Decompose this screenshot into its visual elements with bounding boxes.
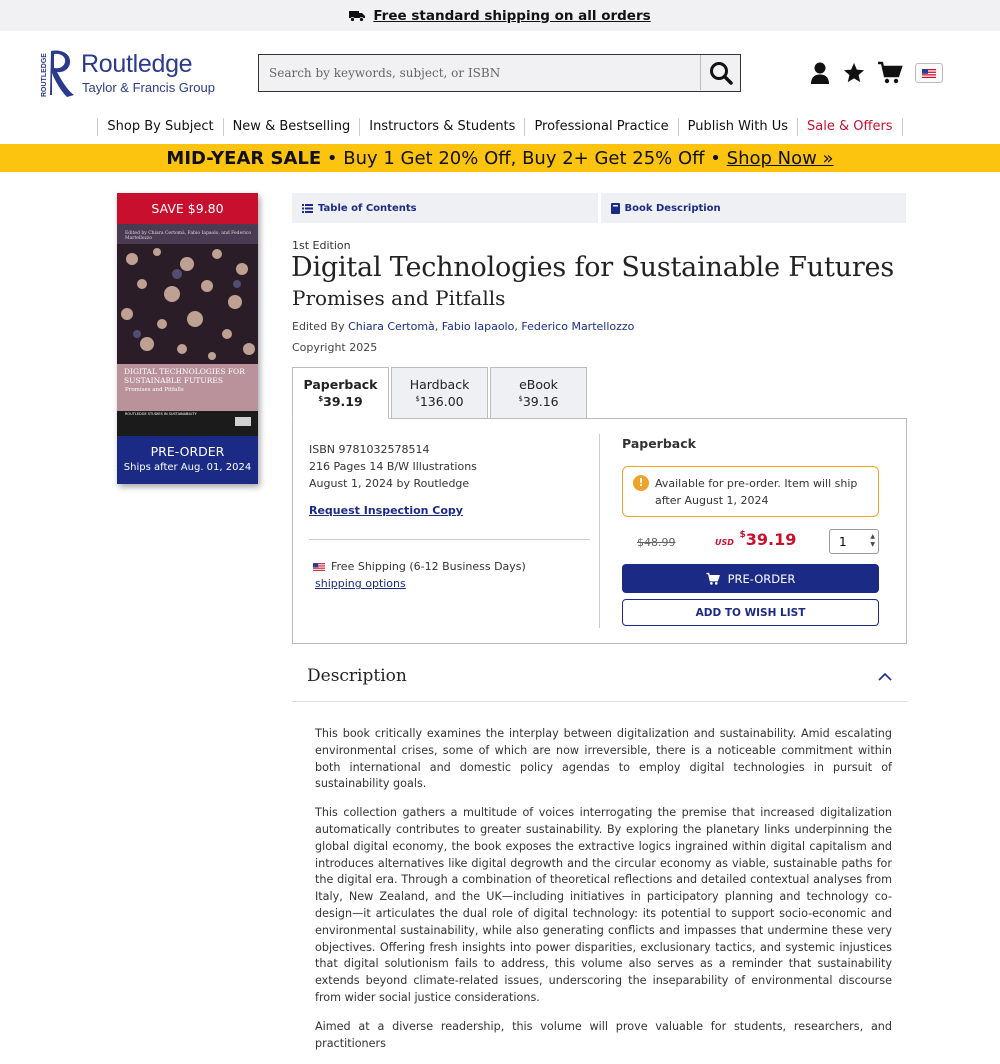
nav-shop-by-subject[interactable]: Shop By Subject [97, 118, 222, 136]
cart-icon[interactable] [878, 62, 902, 84]
sale-banner [0, 144, 1000, 172]
description-paragraph: Aimed at a diverse readership, this volume will prove valuable for students, researchers, and practitioners [315, 1019, 892, 1050]
shipping-options-link[interactable]: shipping options [315, 577, 406, 590]
preorder-alert-text: Available for pre-order. Item will ship after August 1, 2024 [655, 477, 858, 507]
chevron-up-icon[interactable] [878, 672, 892, 681]
preorder-button-label: PRE-ORDER [727, 571, 796, 586]
truck-icon [349, 10, 365, 22]
cover-title-text: DIGITAL TECHNOLOGIES FOR SUSTAINABLE FUTURES [124, 367, 245, 385]
stepper-arrows-icon[interactable]: ▲ ▼ [870, 533, 875, 548]
book-cover-card [117, 193, 258, 484]
routledge-logo[interactable] [40, 49, 215, 99]
tab-toc-label: Table of Contents [318, 202, 417, 214]
exclamation-icon: ! [633, 475, 649, 491]
tab-table-of-contents[interactable] [292, 193, 598, 223]
editor-link[interactable]: Chiara Certomà [348, 320, 435, 333]
free-shipping-text: Free Shipping (6-12 Business Days) [331, 560, 526, 573]
user-icon[interactable] [810, 62, 830, 84]
book-details [309, 441, 477, 492]
format-details-panel [292, 418, 907, 644]
book-title: Digital Technologies for Sustainable Futures [291, 252, 894, 283]
nav-instructors-students[interactable]: Instructors & Students [359, 118, 524, 136]
format-tab-hardback[interactable] [391, 367, 488, 419]
logo-vertical-text: ROUTLEDGE [41, 53, 48, 97]
format-label: Paperback [303, 377, 378, 392]
book-edition: 1st Edition [292, 239, 351, 252]
free-shipping-info [313, 560, 526, 573]
header-icons [810, 61, 943, 85]
cover-editors-text: Edited by Chiara Certomà, Fabio Iapaolo, and Federico Martellozzo [125, 231, 252, 241]
tab-book-description[interactable] [601, 193, 907, 223]
description-accordion-header[interactable] [292, 662, 907, 702]
isbn: ISBN 9781032578514 [309, 443, 430, 456]
format-tab-paperback[interactable] [292, 367, 389, 419]
editor-link[interactable]: Fabio Iapaolo [441, 320, 515, 333]
site-header [0, 31, 1000, 115]
cover-artwork [117, 224, 258, 436]
book-cover-image[interactable] [117, 224, 258, 436]
original-price: $48.99 [637, 536, 676, 549]
us-flag-icon [922, 69, 936, 78]
preorder-alert [622, 466, 879, 517]
main-nav [0, 115, 1000, 139]
search-input[interactable] [259, 55, 699, 90]
save-badge: SAVE $9.80 [117, 193, 258, 224]
cart-icon [706, 573, 720, 585]
ships-after-label: Ships after Aug. 01, 2024 [123, 462, 252, 473]
format-label: eBook [519, 377, 558, 392]
description-body [315, 726, 892, 1064]
format-price: $39.19 [318, 394, 363, 409]
nav-new-bestselling[interactable]: New & Bestselling [223, 118, 360, 136]
search-bar [258, 54, 741, 92]
preorder-button[interactable] [622, 564, 879, 593]
description-paragraph: This collection gathers a multitude of voices interrogating the premise that increased digitalization automatically contributes to greater sustainability. By exploring the planetary links underpinning the global digital economy, the book exposes the extractive logics ingrained within digital capitalism and introduces alternatives like digital degrowth and the circular economy as viable, sustainable paths for the digital era. Through a combination of theoretical reflections and detailed contextual analyses from Italy, New Zealand, and the UK—including initiatives in participatory planning and technology co-design—it articulates the dual role of digital technology: its potential to support socio-economic and environmental sustainability, while also generating conflicts and impasses that undermine these very objectives. Offering fresh insights into power disparities, exclusionary tactics, and systemic injustices that digital solutionism fails to address, this volume also serves as a reminder that sustainability extends beyond climate-related issues, underscoring the inseparability of environmental discourse from wider social justice considerations. [315, 806, 892, 1004]
brand-name: Routledge [81, 50, 193, 78]
cover-preorder-badge [117, 436, 258, 484]
currency-code: USD [715, 538, 734, 547]
us-flag-icon [313, 563, 325, 571]
format-label: Hardback [409, 377, 470, 392]
divider [309, 539, 590, 540]
request-inspection-copy-link[interactable]: Request Inspection Copy [309, 504, 463, 517]
list-icon [302, 204, 313, 213]
preorder-label: PRE-ORDER [150, 444, 225, 459]
add-to-wishlist-button[interactable]: ADD TO WISH LIST [622, 599, 879, 626]
currency-symbol: $ [739, 530, 746, 540]
description-heading: Description [307, 666, 407, 686]
purchase-format-title: Paperback [622, 436, 696, 451]
country-selector[interactable] [915, 63, 943, 83]
sale-price [715, 530, 796, 549]
nav-professional-practice[interactable]: Professional Practice [524, 118, 677, 136]
publish-date: August 1, 2024 by Routledge [309, 477, 470, 490]
brand-subtitle: Taylor & Francis Group [82, 80, 215, 95]
search-button[interactable] [700, 55, 740, 90]
routledge-logo-mark [40, 49, 76, 99]
book-copyright: Copyright 2025 [292, 341, 378, 354]
book-icon [611, 203, 620, 214]
free-shipping-link[interactable]: Free standard shipping on all orders [373, 7, 651, 24]
star-icon[interactable] [843, 62, 865, 84]
sale-price-amount: 39.19 [745, 530, 797, 549]
format-price: $39.16 [518, 394, 559, 409]
column-divider [599, 434, 600, 628]
book-editors: Edited By Chiara Certomà, Fabio Iapaolo, Federico Martellozzo [292, 320, 635, 333]
nav-publish-with-us[interactable]: Publish With Us [678, 118, 797, 136]
book-subtitle: Promises and Pitfalls [292, 286, 506, 310]
shipping-announcement-bar [0, 0, 1000, 31]
description-paragraph: This book critically examines the interplay between digitalization and sustainability. Amid escalating environmental crises, some of which are now irreversible, there is a noticeable commitment within both international and domestic policy agendas to employ digital technologies in pursuit of sustainability goals. [315, 727, 892, 791]
sale-banner-text: • Buy 1 Get 20% Off, Buy 2+ Get 25% Off • [321, 147, 727, 169]
nav-sale-offers[interactable]: Sale & Offers [797, 118, 903, 136]
shop-now-link[interactable]: Shop Now » [726, 147, 834, 169]
page-count: 216 Pages 14 B/W Illustrations [309, 460, 477, 473]
tab-description-label: Book Description [624, 202, 721, 214]
cover-subtitle-text: Promises and Pitfalls [125, 387, 184, 393]
edited-by-label: Edited By [292, 320, 349, 333]
search-icon [709, 61, 733, 85]
format-price: $136.00 [415, 394, 464, 409]
cover-series-text: ROUTLEDGE STUDIES IN SUSTAINABILITY [125, 412, 197, 416]
sale-banner-title: MID-YEAR SALE [166, 147, 322, 169]
section-tabs [292, 193, 906, 223]
quantity-input[interactable] [830, 530, 864, 553]
format-tab-ebook[interactable] [490, 367, 587, 419]
quantity-stepper[interactable] [829, 529, 879, 554]
editor-link[interactable]: Federico Martellozzo [521, 320, 635, 333]
